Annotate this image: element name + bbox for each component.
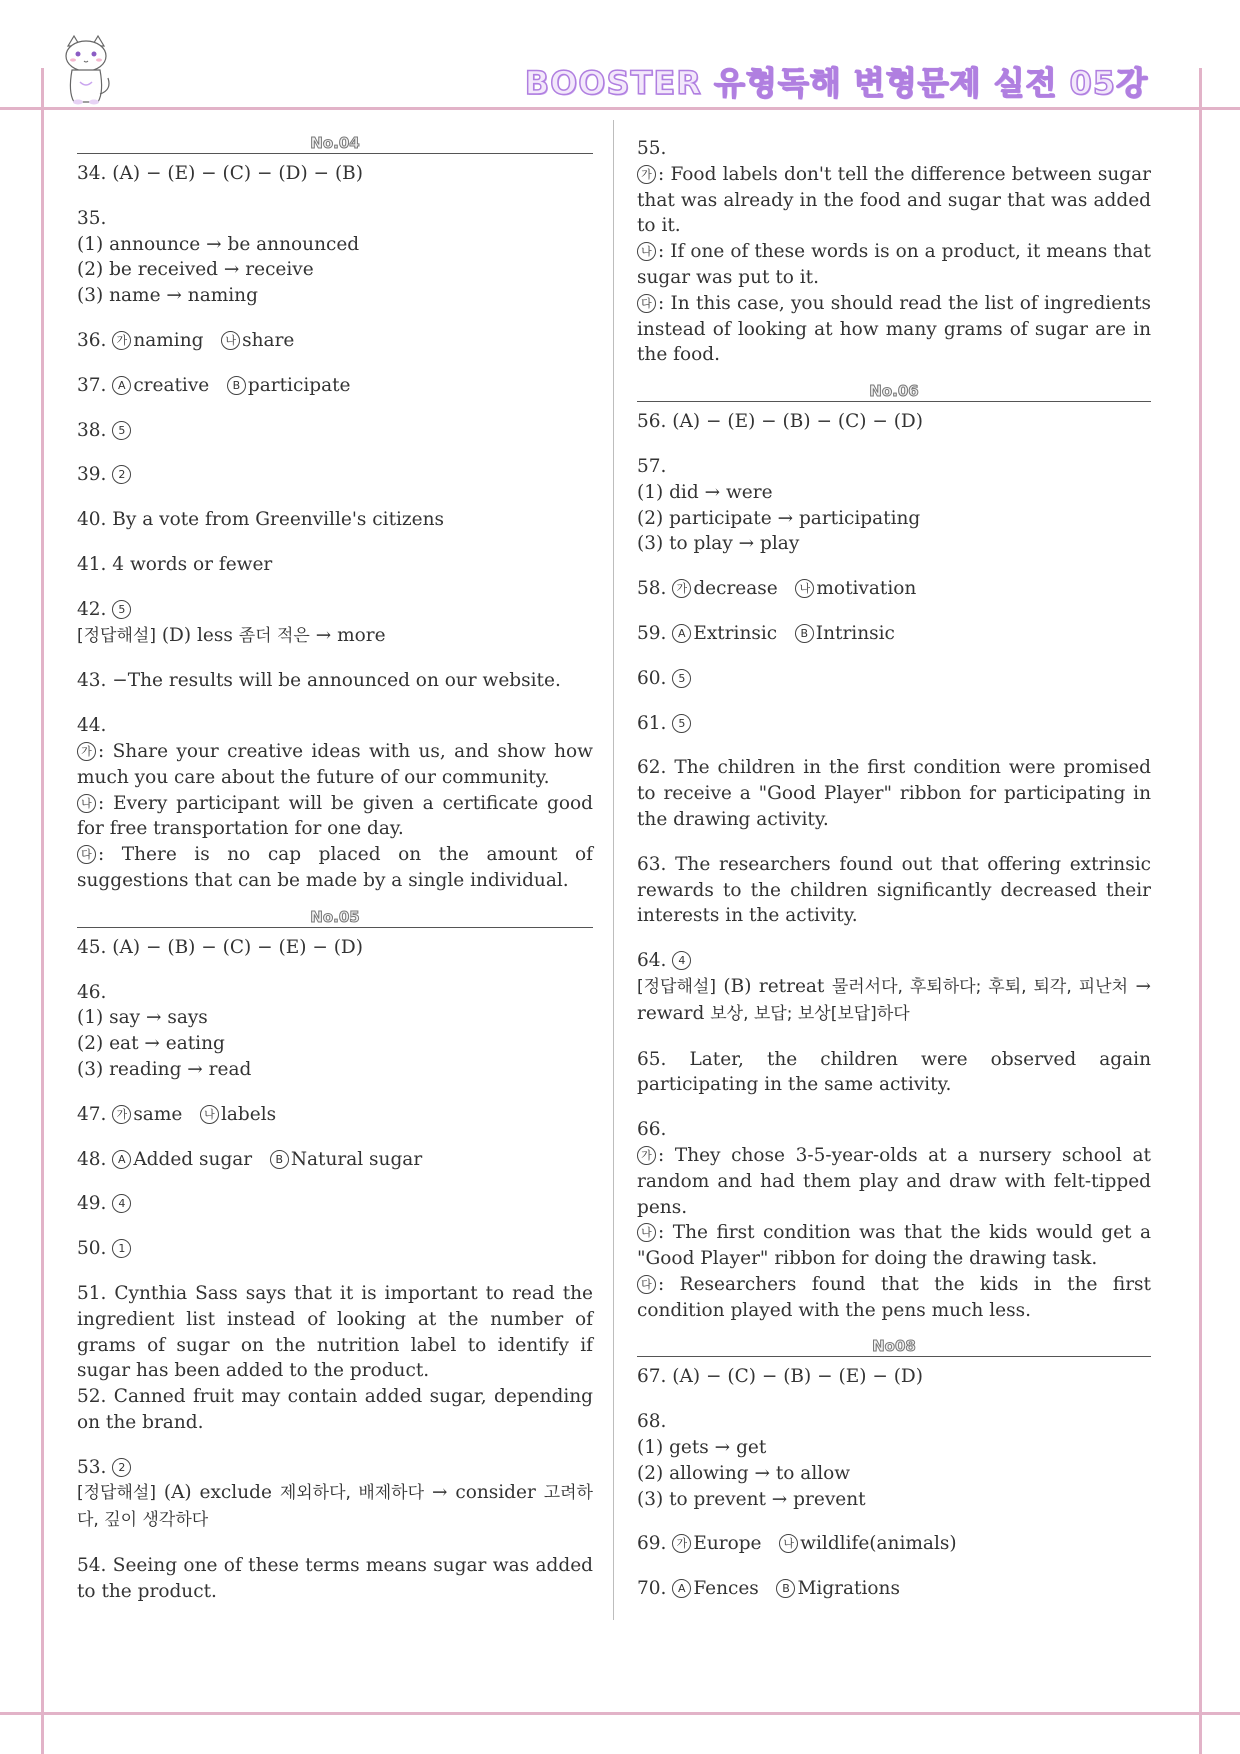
answer-line: (3) to play → play xyxy=(637,533,800,555)
circled-marker: 다 xyxy=(637,294,656,313)
answer-56: 56. (A) − (E) − (B) − (C) − (D) xyxy=(637,411,923,433)
answer-64 xyxy=(637,948,1151,1027)
answer-37 xyxy=(77,373,593,399)
answer-text: decrease xyxy=(693,578,778,600)
explanation-label: [정답해설] xyxy=(77,1483,156,1504)
explanation-text: (B) retreat xyxy=(723,975,825,997)
answer-44 xyxy=(77,713,593,894)
answer-text: : The first condition was that the kids would get a "Good Player" ribbon for doing the drawing task. xyxy=(637,1222,1151,1270)
answer-text: naming xyxy=(133,329,204,351)
answer-number: 59. xyxy=(637,622,667,644)
answer-text: Added sugar xyxy=(133,1148,253,1170)
answer-number: 49. xyxy=(77,1193,107,1215)
circled-marker: A xyxy=(112,376,131,395)
answer-text: share xyxy=(242,329,295,351)
answer-54: 54. Seeing one of these terms means sugar was added to the product. xyxy=(77,1555,593,1602)
answer-text: Extrinsic xyxy=(693,622,778,644)
answer-57 xyxy=(637,454,1151,557)
answer-62: 62. The children in the first condition were promised to receive a "Good Player" ribbon for participating in the drawing activity. xyxy=(637,757,1151,830)
answer-39 xyxy=(77,462,593,488)
answer-40: 40. By a vote from Greenville's citizens xyxy=(77,509,445,531)
answer-text: : Share your creative ideas with us, and show how much you care about the future of our community. xyxy=(77,740,593,788)
circled-marker: B xyxy=(776,1579,795,1598)
frame-right-line xyxy=(1199,68,1202,1754)
answer-line: (1) say → says xyxy=(77,1007,208,1029)
answer-text: : In this case, you should read the list of ingredients instead of looking at how many grams of sugar are in the food. xyxy=(637,292,1151,366)
answer-38 xyxy=(77,418,593,444)
answer-number: 70. xyxy=(637,1578,667,1600)
circled-marker: 다 xyxy=(637,1275,656,1294)
answer-61 xyxy=(637,711,1151,737)
answer-line: (1) gets → get xyxy=(637,1437,767,1459)
circled-marker: 나 xyxy=(779,1534,798,1553)
circled-marker: 나 xyxy=(795,579,814,598)
answer-number: 69. xyxy=(637,1533,667,1555)
answer-line: (3) name → naming xyxy=(77,285,258,307)
answer-number: 42. xyxy=(77,598,107,620)
explanation-text: (A) exclude xyxy=(163,1482,272,1504)
circled-marker: 가 xyxy=(637,1146,656,1165)
explanation-label: [정답해설] xyxy=(637,976,716,997)
answer-49 xyxy=(77,1191,593,1217)
explanation-korean: 보상, 보답; 보상[보답]하다 xyxy=(710,1003,910,1024)
answer-46 xyxy=(77,980,593,1083)
answer-43: 43. −The results will be announced on our website. xyxy=(77,670,561,692)
circled-number: 5 xyxy=(672,669,691,688)
answer-number: 60. xyxy=(637,667,667,689)
explanation-text: → more xyxy=(315,624,386,646)
circled-marker: A xyxy=(672,1579,691,1598)
page-header-title: BOOSTER 유형독해 변형문제 실전 05강 xyxy=(524,64,1148,102)
section-header-no05: No.05 xyxy=(77,902,593,928)
answer-number: 64. xyxy=(637,950,667,972)
answer-line: (2) participate → participating xyxy=(637,507,921,529)
answer-text: : Every participant will be given a certificate good for free transportation for one day. xyxy=(77,792,593,840)
answer-text: : There is no cap placed on the amount of suggestions that can be made by a single individual. xyxy=(77,844,593,891)
answer-34: 34. (A) − (E) − (C) − (D) − (B) xyxy=(77,163,363,184)
answer-65: 65. Later, the children were observed again participating in the same activity. xyxy=(637,1048,1151,1096)
answer-63: 63. The researchers found out that offering extrinsic rewards to the children significantly decreased their interests in the activity. xyxy=(637,853,1151,927)
frame-bottom-line xyxy=(0,1712,1240,1715)
circled-marker: 가 xyxy=(672,1534,691,1553)
answer-number: 46. xyxy=(77,981,107,1003)
answer-text: : Researchers found that the kids in the first condition played with the pens much less. xyxy=(637,1273,1151,1321)
answer-text: motivation xyxy=(816,578,917,600)
circled-marker: 가 xyxy=(112,1105,131,1124)
answer-53 xyxy=(77,1455,593,1534)
circled-number: 5 xyxy=(112,600,131,619)
circled-marker: 가 xyxy=(637,165,656,184)
circled-number: 5 xyxy=(672,714,691,733)
circled-number: 2 xyxy=(112,1458,131,1477)
answer-60 xyxy=(637,666,1151,692)
answer-59 xyxy=(637,621,1151,647)
answer-line: (2) eat → eating xyxy=(77,1033,225,1055)
answer-50 xyxy=(77,1236,593,1262)
answer-text: Fences xyxy=(693,1578,759,1600)
answer-line: (1) did → were xyxy=(637,481,773,503)
answer-line: (3) reading → read xyxy=(77,1058,252,1080)
answer-number: 55. xyxy=(637,138,667,159)
explanation-korean: 좀더 적은 xyxy=(238,625,310,646)
answer-55 xyxy=(637,136,1151,368)
answer-line: (2) be received → receive xyxy=(77,259,314,281)
answer-48 xyxy=(77,1147,593,1173)
circled-number: 2 xyxy=(112,465,131,484)
answer-text: creative xyxy=(133,374,210,396)
answer-70 xyxy=(637,1576,1151,1602)
answer-47 xyxy=(77,1102,593,1128)
answer-text: participate xyxy=(247,374,351,396)
answer-text: Migrations xyxy=(797,1578,900,1600)
frame-top-line xyxy=(0,107,1240,110)
circled-marker: 나 xyxy=(637,242,656,261)
circled-marker: 가 xyxy=(672,579,691,598)
answer-number: 53. xyxy=(77,1456,107,1478)
answer-41: 41. 4 words or fewer xyxy=(77,553,273,575)
answer-35 xyxy=(77,206,593,309)
answer-number: 48. xyxy=(77,1148,107,1170)
explanation-text: (D) less xyxy=(161,624,233,646)
explanation-text: → reward xyxy=(637,975,1151,1024)
circled-number: 4 xyxy=(112,1194,131,1213)
answer-number: 36. xyxy=(77,329,107,351)
section-header-no08: No08 xyxy=(637,1331,1151,1357)
answer-69 xyxy=(637,1531,1151,1557)
answer-68 xyxy=(637,1409,1151,1512)
circled-marker: 다 xyxy=(77,845,96,864)
answer-number: 35. xyxy=(77,207,107,229)
answer-number: 47. xyxy=(77,1103,107,1125)
answer-66 xyxy=(637,1117,1151,1323)
column-divider xyxy=(613,120,614,1620)
section-header-no04: No.04 xyxy=(77,128,593,154)
answer-51: 51. Cynthia Sass says that it is important to read the ingredient list instead of looking at the number of grams of sugar on the nutrition label to identify if sugar has been added to the product. xyxy=(77,1282,593,1382)
answer-number: 66. xyxy=(637,1119,667,1141)
section-header-no06: No.06 xyxy=(637,376,1151,402)
answer-number: 44. xyxy=(77,715,107,737)
answer-number: 58. xyxy=(637,578,667,600)
answer-36 xyxy=(77,328,593,354)
answer-text: Europe xyxy=(693,1533,762,1555)
circled-marker: B xyxy=(270,1150,289,1169)
circled-marker: 나 xyxy=(637,1223,656,1242)
cat-mascot-icon xyxy=(58,32,114,106)
answer-text: : They chose 3-5-year-olds at a nursery school at random and had them play and draw with felt-tipped pens. xyxy=(637,1144,1151,1218)
answer-number: 61. xyxy=(637,712,667,734)
circled-marker: 나 xyxy=(200,1105,219,1124)
explanation-korean: 제외하다, 배제하다 xyxy=(279,1483,425,1504)
answer-text: labels xyxy=(220,1103,277,1125)
circled-marker: 가 xyxy=(77,742,96,761)
answer-45: 45. (A) − (B) − (C) − (E) − (D) xyxy=(77,936,363,958)
answer-67: 67. (A) − (C) − (B) − (E) − (D) xyxy=(637,1366,923,1388)
circled-marker: B xyxy=(227,376,246,395)
answer-42 xyxy=(77,597,593,650)
answer-text: Intrinsic xyxy=(815,622,895,644)
answer-text: same xyxy=(133,1103,183,1125)
circled-marker: 나 xyxy=(77,794,96,813)
answer-line: (2) allowing → to allow xyxy=(637,1462,851,1484)
circled-marker: B xyxy=(795,624,814,643)
answer-number: 57. xyxy=(637,455,667,477)
answer-line: (3) to prevent → prevent xyxy=(637,1488,866,1510)
explanation-label: [정답해설] xyxy=(77,625,156,646)
answer-text: wildlife(animals) xyxy=(800,1533,957,1555)
answer-line: (1) announce → be announced xyxy=(77,233,360,255)
answer-text: Natural sugar xyxy=(290,1148,423,1170)
answer-number: 68. xyxy=(637,1411,667,1433)
explanation-text: → consider xyxy=(431,1482,536,1504)
left-column xyxy=(77,128,593,1624)
answer-58 xyxy=(637,576,1151,602)
frame-left-line xyxy=(41,68,44,1754)
circled-marker: 나 xyxy=(221,331,240,350)
explanation-korean: 물러서다, 후퇴하다; 후퇴, 퇴각, 피난처 xyxy=(831,976,1128,997)
answer-text: : Food labels don't tell the difference between sugar that was already in the food and sugar that was added to it. xyxy=(637,163,1151,237)
circled-number: 5 xyxy=(112,421,131,440)
answer-number: 38. xyxy=(77,419,107,441)
right-column xyxy=(637,136,1151,1621)
circled-marker: A xyxy=(672,624,691,643)
circled-number: 4 xyxy=(672,951,691,970)
explanation-korean: 고려하다, 깊이 생각하다 xyxy=(77,1483,593,1531)
answer-52: 52. Canned fruit may contain added sugar, depending on the brand. xyxy=(77,1386,593,1433)
answer-number: 50. xyxy=(77,1238,107,1260)
circled-marker: A xyxy=(112,1150,131,1169)
circled-marker: 가 xyxy=(112,331,131,350)
answer-number: 39. xyxy=(77,464,107,486)
answer-text: : If one of these words is on a product, it means that sugar was put to it. xyxy=(637,241,1151,288)
answer-number: 37. xyxy=(77,374,107,396)
circled-number: 1 xyxy=(112,1239,131,1258)
